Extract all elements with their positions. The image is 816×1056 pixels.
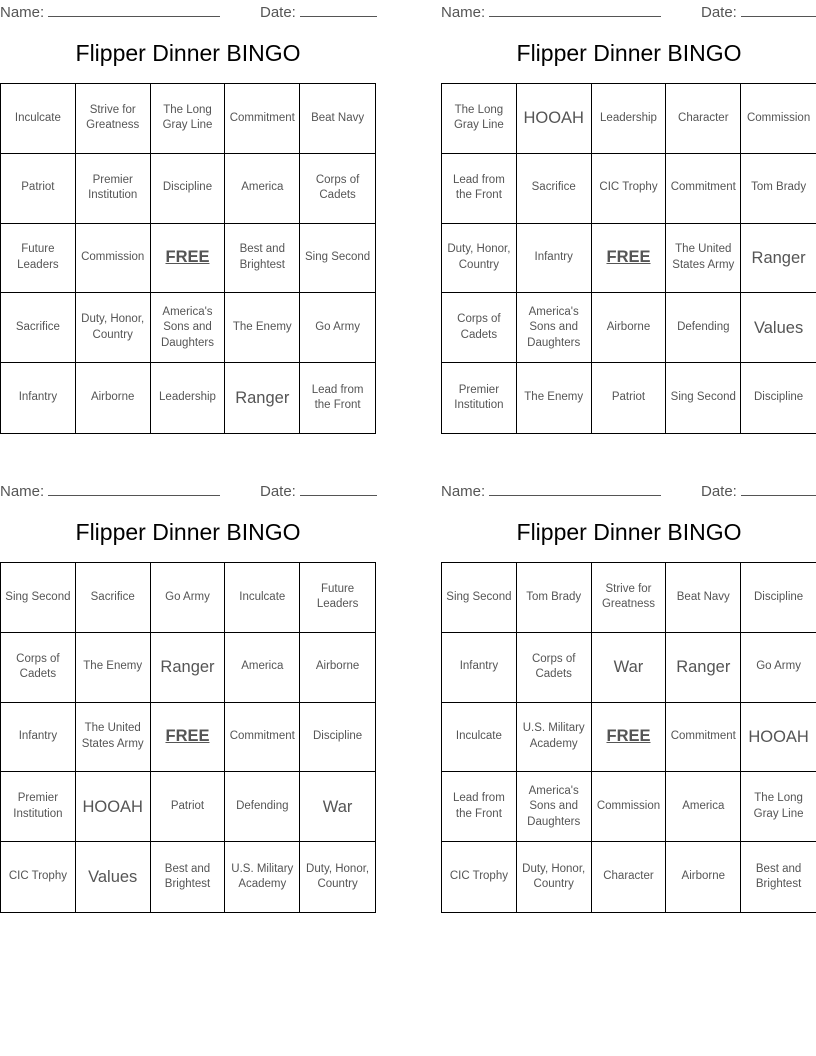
bingo-cell[interactable]: War bbox=[592, 633, 667, 703]
name-date-header bbox=[0, 481, 376, 499]
bingo-cell[interactable]: Defending bbox=[666, 293, 741, 363]
bingo-cell[interactable]: America's Sons and Daughters bbox=[517, 772, 592, 842]
bingo-cell[interactable]: Infantry bbox=[1, 363, 76, 433]
bingo-grid bbox=[441, 83, 816, 434]
bingo-cell[interactable]: Discipline bbox=[741, 563, 816, 633]
bingo-cell[interactable]: Values bbox=[76, 842, 151, 912]
bingo-cell[interactable]: Infantry bbox=[517, 224, 592, 294]
bingo-cell[interactable]: Values bbox=[741, 293, 816, 363]
bingo-cell[interactable]: Strive for Greatness bbox=[592, 563, 667, 633]
bingo-cell[interactable]: Character bbox=[592, 842, 667, 912]
bingo-grid bbox=[0, 83, 376, 434]
bingo-cell[interactable]: Tom Brady bbox=[741, 154, 816, 224]
bingo-cell[interactable]: War bbox=[300, 772, 375, 842]
bingo-cell[interactable]: Patriot bbox=[592, 363, 667, 433]
name-date-header bbox=[441, 481, 816, 499]
name-field[interactable] bbox=[441, 481, 661, 500]
free-space-cell[interactable]: FREE bbox=[151, 703, 226, 773]
bingo-card bbox=[0, 0, 376, 440]
bingo-cell[interactable]: The Enemy bbox=[76, 633, 151, 703]
bingo-cell[interactable]: Sacrifice bbox=[1, 293, 76, 363]
bingo-cell[interactable]: CIC Trophy bbox=[442, 842, 517, 912]
bingo-grid bbox=[0, 562, 376, 913]
bingo-cell[interactable]: Airborne bbox=[666, 842, 741, 912]
bingo-cell[interactable]: Leadership bbox=[151, 363, 226, 433]
name-field[interactable] bbox=[0, 2, 220, 21]
bingo-cell[interactable]: Commitment bbox=[225, 84, 300, 154]
date-field[interactable] bbox=[260, 481, 377, 500]
date-label: Date: bbox=[701, 483, 737, 500]
free-space-cell[interactable]: FREE bbox=[592, 224, 667, 294]
bingo-cell[interactable]: Infantry bbox=[442, 633, 517, 703]
name-date-header bbox=[0, 2, 376, 20]
name-blank-line[interactable] bbox=[489, 2, 661, 17]
bingo-cell[interactable]: Commitment bbox=[225, 703, 300, 773]
bingo-cell[interactable]: Premier Institution bbox=[1, 772, 76, 842]
bingo-cell[interactable]: Sing Second bbox=[1, 563, 76, 633]
name-label: Name: bbox=[441, 4, 486, 21]
bingo-cell[interactable]: Corps of Cadets bbox=[442, 293, 517, 363]
bingo-cell[interactable]: Sing Second bbox=[442, 563, 517, 633]
date-blank-line[interactable] bbox=[741, 2, 816, 17]
name-label: Name: bbox=[0, 483, 45, 500]
name-date-header bbox=[441, 2, 816, 20]
bingo-cell[interactable]: Lead from the Front bbox=[442, 154, 517, 224]
bingo-cell[interactable]: Corps of Cadets bbox=[517, 633, 592, 703]
bingo-cell[interactable]: Airborne bbox=[76, 363, 151, 433]
bingo-cell[interactable]: Patriot bbox=[1, 154, 76, 224]
bingo-cell[interactable]: Duty, Honor, Country bbox=[306, 862, 370, 891]
bingo-cell[interactable]: Corps of Cadets bbox=[1, 633, 76, 703]
card-title: Flipper Dinner BINGO bbox=[516, 40, 742, 66]
date-blank-line[interactable] bbox=[300, 481, 377, 496]
bingo-cell[interactable]: Sacrifice bbox=[76, 563, 151, 633]
card-title: Flipper Dinner BINGO bbox=[516, 519, 742, 545]
name-blank-line[interactable] bbox=[48, 2, 220, 17]
bingo-cell[interactable]: Leadership bbox=[592, 84, 667, 154]
bingo-cell[interactable]: HOOAH bbox=[741, 703, 816, 773]
name-blank-line[interactable] bbox=[48, 481, 220, 496]
bingo-cell[interactable]: Infantry bbox=[1, 703, 76, 773]
bingo-cell[interactable]: Airborne bbox=[300, 633, 375, 703]
bingo-cell[interactable]: Lead from the Front bbox=[442, 772, 517, 842]
bingo-card bbox=[441, 479, 816, 919]
bingo-cell[interactable]: Future Leaders bbox=[300, 563, 375, 633]
bingo-cell[interactable]: America bbox=[225, 154, 300, 224]
bingo-cell[interactable]: The United States Army bbox=[666, 224, 741, 294]
bingo-card bbox=[441, 0, 816, 440]
bingo-grid bbox=[441, 562, 816, 913]
bingo-cell[interactable]: Ranger bbox=[666, 633, 741, 703]
bingo-cell[interactable]: HOOAH bbox=[517, 84, 592, 154]
card-title: Flipper Dinner BINGO bbox=[75, 519, 301, 545]
date-field[interactable] bbox=[701, 2, 816, 21]
bingo-cell[interactable]: Best and Brightest bbox=[755, 862, 802, 891]
bingo-cell[interactable]: The Long Gray Line bbox=[151, 84, 226, 154]
name-label: Name: bbox=[441, 483, 486, 500]
name-label: Name: bbox=[0, 4, 45, 21]
name-field[interactable] bbox=[0, 481, 220, 500]
bingo-cell[interactable]: CIC Trophy bbox=[592, 154, 667, 224]
date-field[interactable] bbox=[260, 2, 377, 21]
bingo-cell[interactable]: Go Army bbox=[300, 293, 375, 363]
bingo-cell[interactable]: Discipline bbox=[151, 154, 226, 224]
date-field[interactable] bbox=[701, 481, 816, 500]
bingo-cell[interactable]: Best and Brightest bbox=[151, 842, 226, 912]
bingo-cell[interactable]: Duty, Honor, Country bbox=[517, 842, 592, 912]
date-blank-line[interactable] bbox=[300, 2, 377, 17]
date-label: Date: bbox=[701, 4, 737, 21]
bingo-cell[interactable]: Strive for Greatness bbox=[76, 84, 151, 154]
card-title: Flipper Dinner BINGO bbox=[75, 40, 301, 66]
bingo-cell[interactable]: Tom Brady bbox=[517, 563, 592, 633]
bingo-cell[interactable]: Go Army bbox=[151, 563, 226, 633]
bingo-cell[interactable]: Ranger bbox=[741, 224, 816, 294]
bingo-cell[interactable]: Go Army bbox=[741, 633, 816, 703]
bingo-cell[interactable]: Premier Institution bbox=[442, 363, 517, 433]
date-blank-line[interactable] bbox=[741, 481, 816, 496]
bingo-cell[interactable]: America bbox=[225, 633, 300, 703]
bingo-cell[interactable]: Duty, Honor, Country bbox=[442, 224, 517, 294]
bingo-cell[interactable]: Commission bbox=[592, 772, 667, 842]
bingo-cell[interactable]: Commission bbox=[76, 224, 151, 294]
bingo-cell[interactable]: Sing Second bbox=[300, 224, 375, 294]
bingo-cell[interactable]: Sing Second bbox=[666, 363, 741, 433]
date-label: Date: bbox=[260, 4, 296, 21]
bingo-cell[interactable]: Patriot bbox=[151, 772, 226, 842]
bingo-cell[interactable]: The Enemy bbox=[517, 363, 592, 433]
bingo-cell[interactable]: Airborne bbox=[592, 293, 667, 363]
bingo-cell[interactable]: The Long Gray Line bbox=[741, 772, 816, 842]
bingo-cell[interactable]: America's Sons and Daughters bbox=[517, 293, 592, 363]
bingo-cell[interactable]: America's Sons and Daughters bbox=[151, 293, 226, 363]
bingo-cell[interactable]: Inculcate bbox=[1, 84, 76, 154]
name-blank-line[interactable] bbox=[489, 481, 661, 496]
bingo-cell[interactable]: Discipline bbox=[753, 391, 804, 404]
bingo-cell[interactable]: Beat Navy bbox=[666, 563, 741, 633]
bingo-card bbox=[0, 479, 376, 919]
bingo-cell[interactable]: Ranger bbox=[225, 363, 300, 433]
bingo-cell[interactable]: The United States Army bbox=[76, 703, 151, 773]
bingo-cell[interactable]: Inculcate bbox=[225, 563, 300, 633]
free-space-cell[interactable]: FREE bbox=[151, 224, 226, 294]
name-field[interactable] bbox=[441, 2, 661, 21]
bingo-cell[interactable]: Commission bbox=[741, 84, 816, 154]
bingo-cell[interactable]: Defending bbox=[225, 772, 300, 842]
bingo-cell[interactable]: Beat Navy bbox=[300, 84, 375, 154]
bingo-cell[interactable]: U.S. Military Academy bbox=[225, 842, 300, 912]
bingo-cell[interactable]: Sacrifice bbox=[517, 154, 592, 224]
bingo-cell[interactable]: The Enemy bbox=[225, 293, 300, 363]
bingo-cell[interactable]: Commitment bbox=[666, 154, 741, 224]
bingo-cell[interactable]: Character bbox=[666, 84, 741, 154]
bingo-cell[interactable]: Discipline bbox=[300, 703, 375, 773]
bingo-cell[interactable]: America bbox=[666, 772, 741, 842]
bingo-cell[interactable]: Future Leaders bbox=[1, 224, 76, 294]
bingo-cell[interactable]: HOOAH bbox=[76, 772, 151, 842]
bingo-cell[interactable]: CIC Trophy bbox=[1, 842, 76, 912]
bingo-cell[interactable]: Ranger bbox=[151, 633, 226, 703]
bingo-cell[interactable]: The Long Gray Line bbox=[442, 84, 517, 154]
bingo-cell[interactable]: Best and Brightest bbox=[225, 224, 300, 294]
free-space-cell[interactable]: FREE bbox=[592, 703, 667, 773]
bingo-cell[interactable]: Premier Institution bbox=[76, 154, 151, 224]
bingo-cell[interactable]: Inculcate bbox=[442, 703, 517, 773]
bingo-cell[interactable]: Duty, Honor, Country bbox=[76, 293, 151, 363]
bingo-cell[interactable]: U.S. Military Academy bbox=[517, 703, 592, 773]
bingo-cell[interactable]: Corps of Cadets bbox=[300, 154, 375, 224]
bingo-cell[interactable]: Commitment bbox=[666, 703, 741, 773]
date-label: Date: bbox=[260, 483, 296, 500]
bingo-cell[interactable]: Lead from the Front bbox=[311, 383, 364, 412]
